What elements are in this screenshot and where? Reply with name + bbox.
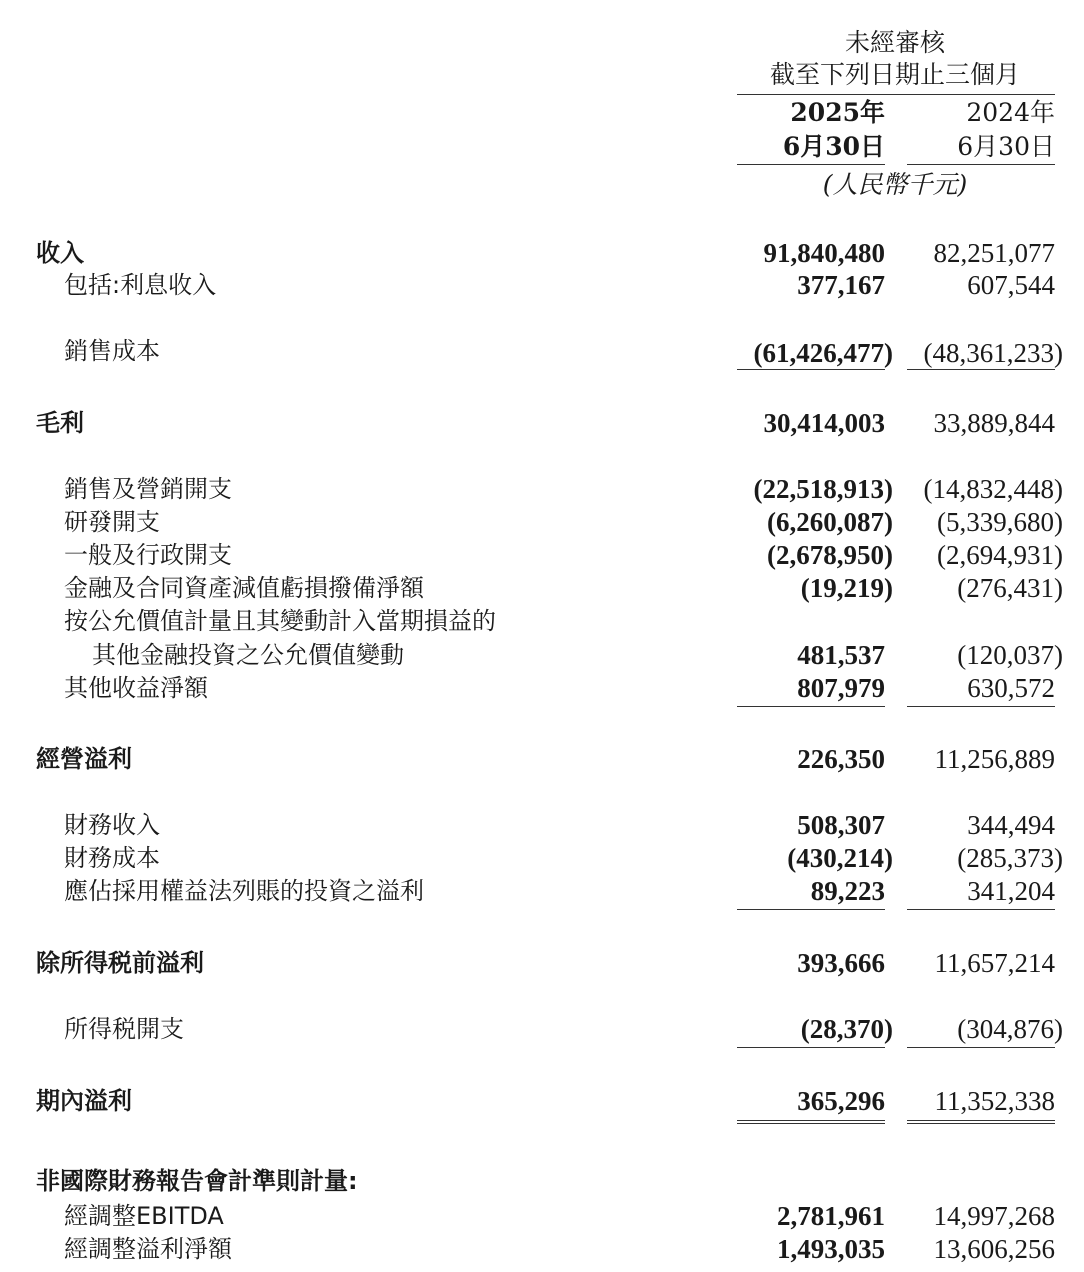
adj-ebitda-2025: 2,781,961	[777, 1201, 885, 1231]
unit-label: (人民幣千元)	[822, 170, 968, 199]
operating-profit-2025: 226,350	[797, 744, 885, 774]
profit-before-tax-2025: 393,666	[797, 948, 885, 978]
other-gains-2025: 807,979	[797, 673, 885, 703]
income-tax-2025: (28,370)	[800, 1014, 893, 1044]
adj-net-profit-2024: 13,606,256	[933, 1234, 1055, 1264]
double-rule-2024	[907, 1120, 1055, 1124]
fvpl-2025: 481,537	[797, 640, 885, 670]
selling-marketing-label: 銷售及營銷開支	[64, 475, 232, 503]
non-ifrs-title: 非國際財務報告會計準則計量:	[36, 1167, 358, 1195]
gross-profit-label: 毛利	[36, 409, 84, 437]
col2024-year: 2024年	[966, 98, 1055, 127]
equity-share-2025: 89,223	[810, 876, 885, 906]
impairment-label: 金融及合同資產減值虧損撥備淨額	[64, 574, 424, 602]
impairment-2025: (19,219)	[800, 573, 893, 603]
header-unaudited: 未經審核	[844, 28, 945, 57]
finance-income-2024: 344,494	[967, 810, 1055, 840]
rnd-label: 研發開支	[64, 508, 160, 536]
rule-cost-2024	[907, 369, 1055, 370]
equity-share-label: 應佔採用權益法列賬的投資之溢利	[64, 877, 424, 905]
cost-of-revenue-label: 銷售成本	[64, 337, 160, 365]
adj-ebitda-2024: 14,997,268	[933, 1201, 1055, 1231]
income-tax-label: 所得税開支	[64, 1015, 184, 1043]
col2024-rule	[907, 164, 1055, 165]
impairment-2024: (276,431)	[957, 573, 1063, 603]
revenue-label: 收入	[36, 239, 84, 267]
gross-profit-2025: 30,414,003	[763, 408, 885, 438]
fvpl-label-line1: 按公允價值計量且其變動計入當期損益的	[64, 607, 496, 635]
rule-tax-2025	[737, 1047, 885, 1048]
header-rule	[737, 94, 1055, 95]
gross-profit-2024: 33,889,844	[933, 408, 1055, 438]
finance-costs-2024: (285,373)	[957, 843, 1063, 873]
rule-other-2024	[907, 706, 1055, 707]
operating-profit-2024: 11,256,889	[934, 744, 1055, 774]
rule-equity-2025	[737, 909, 885, 910]
rule-other-2025	[737, 706, 885, 707]
general-admin-label: 一般及行政開支	[64, 541, 232, 569]
rule-tax-2024	[907, 1047, 1055, 1048]
cost-of-revenue-2025: (61,426,477)	[753, 338, 893, 368]
header-period: 截至下列日期止三個月	[769, 60, 1020, 89]
revenue-2025: 91,840,480	[763, 238, 885, 268]
fvpl-2024: (120,037)	[957, 640, 1063, 670]
operating-profit-label: 經營溢利	[36, 745, 132, 773]
profit-before-tax-2024: 11,657,214	[934, 948, 1055, 978]
finance-costs-2025: (430,214)	[787, 843, 893, 873]
interest-income-2025: 377,167	[797, 270, 885, 300]
adj-net-profit-label: 經調整溢利淨額	[64, 1235, 232, 1263]
col2025-date: 6月30日	[782, 132, 885, 161]
rnd-2025: (6,260,087)	[767, 507, 893, 537]
adj-net-profit-2025: 1,493,035	[777, 1234, 885, 1264]
revenue-2024: 82,251,077	[933, 238, 1055, 268]
profit-period-label: 期內溢利	[36, 1087, 132, 1115]
fvpl-label-line2: 其他金融投資之公允價值變動	[92, 641, 404, 669]
col2025-year: 2025年	[790, 98, 885, 127]
double-rule-2025	[737, 1120, 885, 1124]
finance-income-2025: 508,307	[797, 810, 885, 840]
cost-of-revenue-2024: (48,361,233)	[923, 338, 1063, 368]
rnd-2024: (5,339,680)	[937, 507, 1063, 537]
finance-costs-label: 財務成本	[64, 844, 160, 872]
col2025-rule	[737, 164, 885, 165]
rule-cost-2025	[737, 369, 885, 370]
finance-income-label: 財務收入	[64, 811, 160, 839]
interest-income-label: 包括:利息收入	[64, 271, 217, 299]
col2024-date: 6月30日	[957, 132, 1055, 161]
profit-before-tax-label: 除所得税前溢利	[36, 949, 204, 977]
general-admin-2024: (2,694,931)	[937, 540, 1063, 570]
rule-equity-2024	[907, 909, 1055, 910]
other-gains-2024: 630,572	[967, 673, 1055, 703]
income-tax-2024: (304,876)	[957, 1014, 1063, 1044]
adj-ebitda-label: 經調整EBITDA	[64, 1202, 224, 1230]
selling-marketing-2024: (14,832,448)	[923, 474, 1063, 504]
interest-income-2024: 607,544	[967, 270, 1055, 300]
general-admin-2025: (2,678,950)	[767, 540, 893, 570]
selling-marketing-2025: (22,518,913)	[753, 474, 893, 504]
other-gains-label: 其他收益淨額	[64, 674, 208, 702]
equity-share-2024: 341,204	[967, 876, 1055, 906]
profit-period-2025: 365,296	[797, 1086, 885, 1116]
profit-period-2024: 11,352,338	[934, 1086, 1055, 1116]
